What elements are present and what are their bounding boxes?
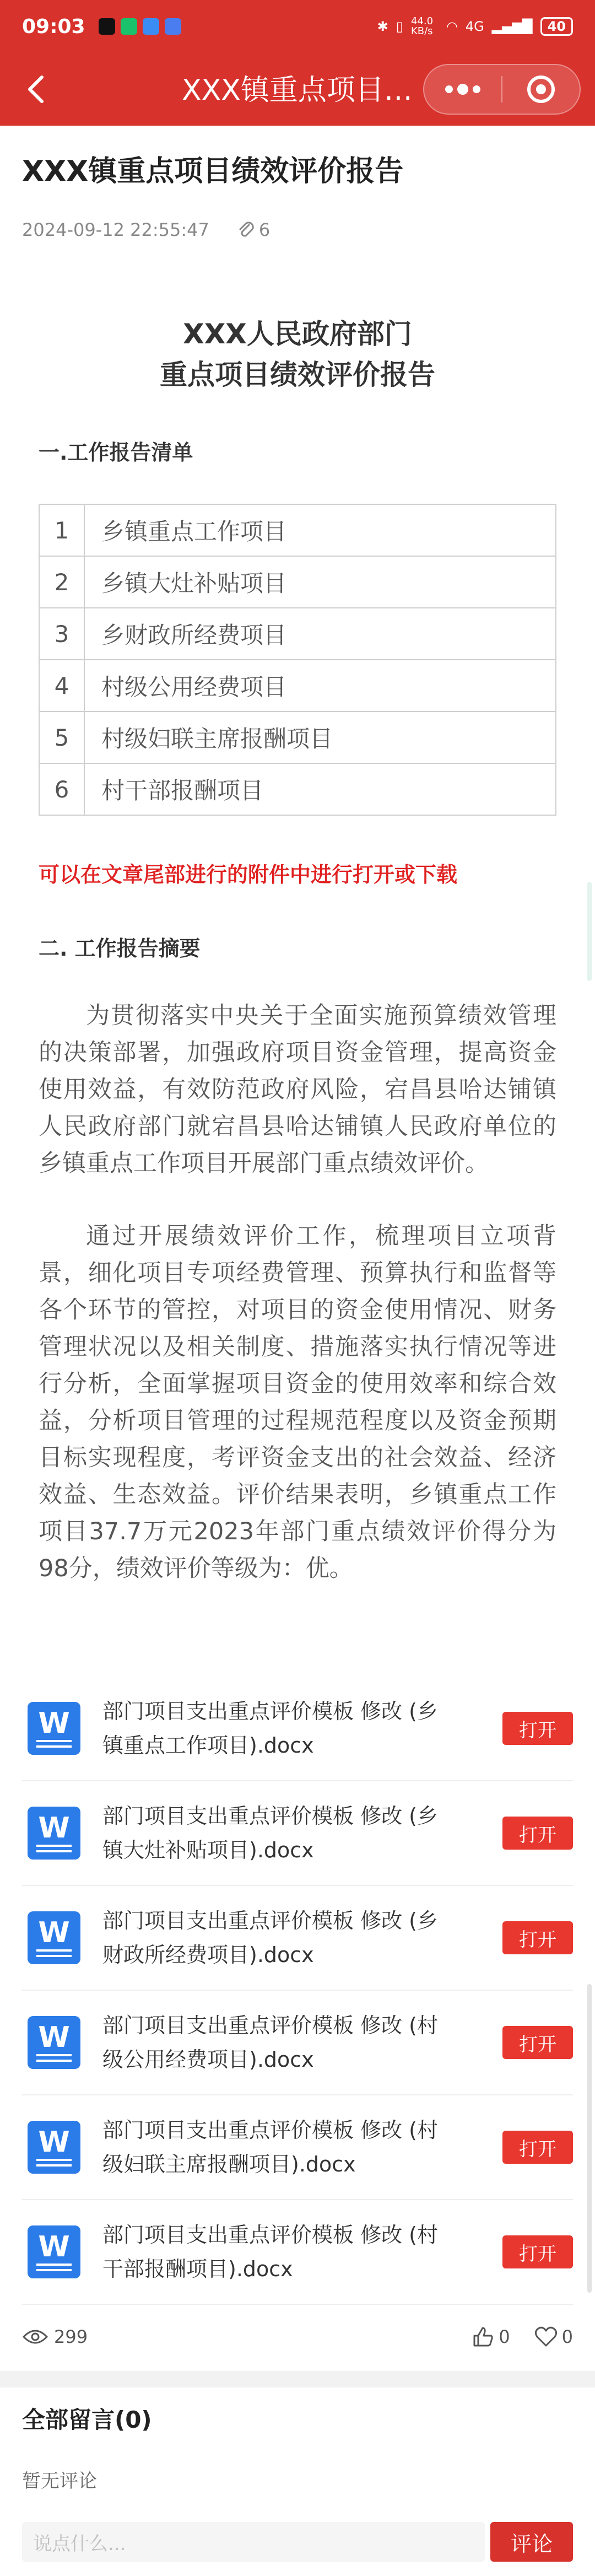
word-doc-icon: W bbox=[28, 2121, 80, 2174]
attachment-count: 6 bbox=[258, 219, 271, 240]
open-button[interactable]: 打开 bbox=[502, 2026, 573, 2059]
more-button[interactable] bbox=[424, 65, 501, 114]
status-time: 09:03 bbox=[22, 15, 85, 38]
comment-submit-button[interactable]: 评论 bbox=[490, 2522, 573, 2562]
attachment-filename: 部门项目支出重点评价模板 修改 (村干部报酬项目).docx bbox=[102, 2223, 438, 2281]
table-row bbox=[39, 763, 556, 815]
comments-empty: 暂无评论 bbox=[22, 2470, 97, 2492]
status-bar bbox=[0, 0, 595, 53]
attachment-filename: 部门项目支出重点评价模板 修改 (乡镇大灶补贴项目).docx bbox=[102, 1804, 438, 1862]
attachment-list bbox=[22, 1677, 573, 2305]
like-count: 0 bbox=[499, 2326, 510, 2347]
section-heading-summary: 二. 工作报告摘要 bbox=[39, 936, 201, 961]
like-button[interactable] bbox=[472, 2326, 510, 2348]
open-button[interactable]: 打开 bbox=[502, 2235, 573, 2268]
back-button[interactable] bbox=[17, 69, 56, 109]
row-name: 乡镇重点工作项目 bbox=[84, 504, 556, 556]
word-doc-icon: W bbox=[28, 1702, 80, 1755]
attachment-item[interactable] bbox=[22, 2095, 573, 2200]
table-row bbox=[39, 712, 556, 763]
row-name: 乡财政所经费项目 bbox=[84, 608, 556, 660]
open-button[interactable]: 打开 bbox=[502, 1817, 573, 1850]
row-name: 村级公用经费项目 bbox=[84, 660, 556, 712]
table-row bbox=[39, 556, 556, 608]
vibrate-icon: ▯ bbox=[396, 19, 403, 34]
open-button[interactable]: 打开 bbox=[502, 1921, 573, 1954]
network-speed: 44.0 KB/s bbox=[410, 15, 434, 37]
row-number: 4 bbox=[39, 660, 84, 712]
paperclip-icon bbox=[237, 220, 256, 239]
article-title: XXX镇重点项目绩效评价报告 bbox=[22, 155, 404, 188]
status-right bbox=[377, 17, 573, 36]
thumbs-up-icon bbox=[472, 2326, 494, 2348]
attachment-filename: 部门项目支出重点评价模板 修改 (村级公用经费项目).docx bbox=[102, 2013, 438, 2072]
signal-icon: ▂▄▆█ bbox=[491, 19, 533, 34]
signal-type: 4G bbox=[465, 19, 484, 34]
report-list-table bbox=[39, 504, 556, 816]
target-close-icon bbox=[526, 74, 556, 105]
word-doc-icon: W bbox=[28, 2225, 80, 2278]
word-doc-icon: W bbox=[28, 2016, 80, 2069]
attachment-item[interactable] bbox=[22, 1781, 573, 1886]
doc-title-line2: 重点项目绩效评价报告 bbox=[160, 359, 435, 391]
article-meta bbox=[22, 219, 270, 240]
view-count bbox=[22, 2326, 88, 2347]
wechat-icon bbox=[121, 18, 137, 35]
row-name: 乡镇大灶补贴项目 bbox=[84, 556, 556, 608]
eye-icon bbox=[22, 2328, 48, 2346]
row-name: 村干部报酬项目 bbox=[84, 763, 556, 815]
attachment-item[interactable] bbox=[22, 1886, 573, 1991]
open-button[interactable]: 打开 bbox=[502, 2131, 573, 2164]
phone-app-icon bbox=[143, 18, 159, 35]
more-dots-icon bbox=[443, 84, 482, 95]
favorite-count: 0 bbox=[561, 2326, 573, 2347]
battery-indicator: 40 bbox=[540, 17, 573, 36]
attachment-filename: 部门项目支出重点评价模板 修改 (乡镇重点工作项目).docx bbox=[102, 1699, 438, 1758]
row-number: 5 bbox=[39, 712, 84, 763]
section-heading-list: 一.工作报告清单 bbox=[39, 440, 193, 465]
word-doc-icon: W bbox=[28, 1807, 80, 1860]
table-row bbox=[39, 504, 556, 556]
attachment-item[interactable] bbox=[22, 2200, 573, 2305]
attachment-filename: 部门项目支出重点评价模板 修改 (村级妇联主席报酬项目).docx bbox=[102, 2118, 438, 2176]
section-divider bbox=[0, 2371, 595, 2388]
row-number: 1 bbox=[39, 504, 84, 556]
open-button[interactable]: 打开 bbox=[502, 1712, 573, 1745]
article-datetime: 2024-09-12 22:55:47 bbox=[22, 219, 209, 240]
scrollbar[interactable] bbox=[587, 1984, 592, 2293]
message-app-icon bbox=[165, 18, 181, 35]
row-number: 3 bbox=[39, 608, 84, 660]
row-name: 村级妇联主席报酬项目 bbox=[84, 712, 556, 763]
comment-input[interactable]: 说点什么... bbox=[22, 2522, 485, 2562]
wifi-icon: ◠ bbox=[446, 19, 458, 34]
attachment-item[interactable] bbox=[22, 1991, 573, 2095]
table-row bbox=[39, 660, 556, 712]
tiktok-icon bbox=[99, 18, 115, 35]
row-number: 6 bbox=[39, 763, 84, 815]
doc-title-line1: XXX人民政府部门 bbox=[183, 318, 412, 350]
nav-title: XXX镇重点项目… bbox=[182, 74, 413, 107]
chevron-left-icon bbox=[25, 74, 47, 105]
attachment-filename: 部门项目支出重点评价模板 修改 (乡财政所经费项目).docx bbox=[102, 1909, 438, 1967]
row-number: 2 bbox=[39, 556, 84, 608]
word-doc-icon: W bbox=[28, 1911, 80, 1964]
summary-paragraph-2: 通过开展绩效评价工作，梳理项目立项背景，细化项目专项经费管理、预算执行和监督等各个环节的管控，对项目的资金使用情况、财务管理状况以及相关制度、措施落实执行情况等进行分析，全面掌握项目资金的使用效率和综合效益，分析项目管理的过程规范程度以及资金预期目标实现程度，考评资金支出的社会效益、经济效益、生态效益。评价结果表明，乡镇重点工作项目37.7万元2023年部门重点绩效评价得分为98分，绩效评价等级为：优。 bbox=[39, 1222, 556, 1582]
attachment-count-badge bbox=[237, 219, 270, 240]
notification-icons bbox=[99, 18, 181, 35]
summary-paragraph-1: 为贯彻落实中央关于全面实施预算绩效管理的决策部署，加强政府项目资金管理，提高资金使用效益，有效防范政府风险，宕昌县哈达铺镇人民政府部门就宕昌县哈达铺镇人民政府单位的乡镇重点工作项目开展部门重点绩效评价。 bbox=[39, 1002, 556, 1177]
table-row bbox=[39, 608, 556, 660]
bluetooth-icon: ✱ bbox=[377, 19, 388, 34]
mini-program-capsule bbox=[423, 64, 581, 115]
close-mini-program-button[interactable] bbox=[502, 65, 580, 114]
edge-handle bbox=[587, 882, 592, 981]
view-count-value: 299 bbox=[54, 2326, 88, 2347]
nav-bar bbox=[0, 53, 595, 126]
heart-icon bbox=[534, 2326, 558, 2347]
attachment-item[interactable] bbox=[22, 1677, 573, 1781]
favorite-button[interactable] bbox=[534, 2326, 573, 2347]
article-stats bbox=[22, 2320, 573, 2353]
comments-title: 全部留言(0) bbox=[22, 2406, 152, 2433]
attachment-tip: 可以在文章尾部进行的附件中进行打开或下载 bbox=[39, 863, 458, 887]
